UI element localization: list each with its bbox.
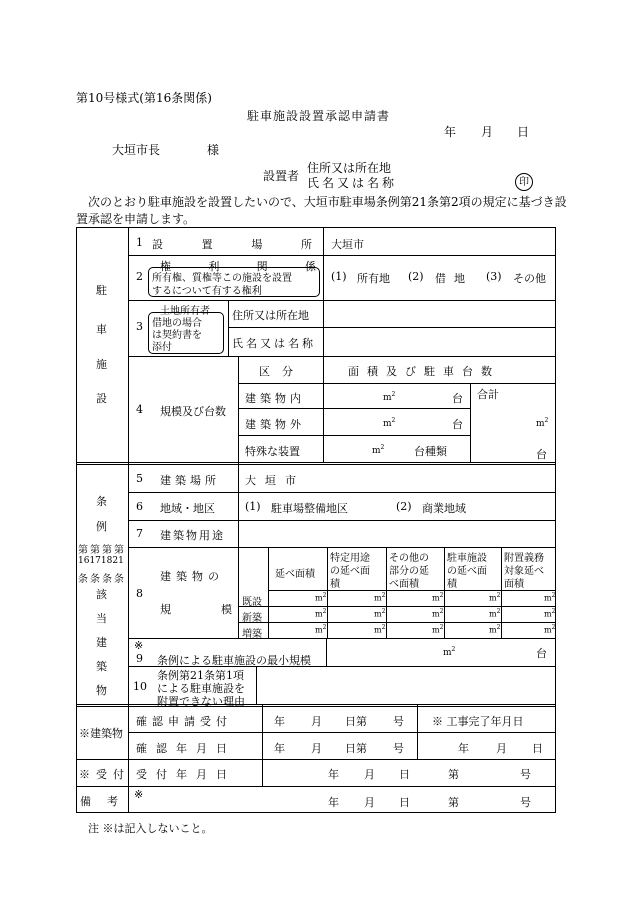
grid-line <box>128 732 556 733</box>
confirm-no: 号 <box>393 742 404 755</box>
confirm-year: 年 <box>274 742 285 755</box>
row6-number: 6 <box>136 500 143 513</box>
grid-line <box>262 705 263 786</box>
grid-line <box>238 383 556 384</box>
row3-label-1: 土地所有者 <box>160 306 210 317</box>
date-year: 年 <box>444 125 457 139</box>
side-label-building-confirmation: ※建築物 <box>79 727 123 740</box>
row6-option-1-label: 駐車場整備地区 <box>271 502 348 515</box>
row6-label: 地域・地区 <box>160 502 215 515</box>
remarks-no: 号 <box>520 796 531 809</box>
row8-unit-1-0: $m^2$ <box>315 608 327 619</box>
row4-total-area-unit: $m^2$ <box>536 417 549 429</box>
receipt-date-dai: 第 <box>448 768 459 781</box>
row2-option-3-label: その他 <box>513 272 546 285</box>
completion-day: 日 <box>532 742 543 755</box>
row10-label-3: 附置できない理由 <box>157 695 245 708</box>
grid-line <box>268 547 269 638</box>
grid-line <box>444 547 445 638</box>
row1-label: 設 置 場 所 <box>152 238 312 251</box>
grid-line <box>327 547 328 638</box>
row4-special-label: 特殊な装置 <box>245 445 300 458</box>
row2-label-bracket-2: するについて有する権利 <box>152 286 262 297</box>
grid-line <box>268 590 556 591</box>
grid-line <box>238 435 470 436</box>
row10-number: 10 <box>133 680 147 693</box>
row10-label-2: による駐車施設を <box>157 682 245 695</box>
row2-label-bracket-1: 所有権、質権等この施設を設置 <box>152 273 292 284</box>
grid-line <box>128 547 556 548</box>
grid-line <box>323 227 324 300</box>
grid-line <box>238 408 470 409</box>
row4-number: 4 <box>136 403 143 416</box>
row10-label-1: 条例第21条第1項 <box>157 669 244 682</box>
row8-existing: 既設 <box>242 597 262 608</box>
honorific: 様 <box>207 143 220 157</box>
remarks-year: 年 <box>328 796 339 809</box>
row4-inside-label: 建築物内 <box>245 392 305 405</box>
row5-value: 大垣市 <box>245 474 305 487</box>
row4-special-unit-count: 台種類 <box>414 445 447 458</box>
seal-mark: 印 <box>515 173 533 191</box>
footer-note: 注 ※は記入しないこと。 <box>88 822 213 835</box>
row3-label-2: 借地の場合 <box>152 318 202 329</box>
row6-option-2-label: 商業地域 <box>422 502 466 515</box>
remarks-day: 日 <box>399 796 410 809</box>
row8-unit-1-1: $m^2$ <box>374 608 386 619</box>
row2-label-top: 権 利 関 係 <box>160 260 316 273</box>
row3-label-3: は契約書を <box>152 330 202 341</box>
row9-unit-area: $m^2$ <box>443 646 456 658</box>
row8-unit-0-2: $m^2$ <box>432 592 444 603</box>
row8-unit-2-0: $m^2$ <box>315 624 327 635</box>
row2-option-2-num: (2) <box>408 270 424 283</box>
receipt-date-day: 日 <box>399 768 410 781</box>
row2-option-1-num: (1) <box>331 270 347 283</box>
confirm-label: 確認年月日 <box>136 742 236 755</box>
row3-name-label: 氏名又は名称 <box>232 337 316 350</box>
row4-outside-label: 建築物外 <box>245 418 305 431</box>
row2-option-3-num: (3) <box>486 270 502 283</box>
row9-number: 9 <box>136 652 143 665</box>
date-month: 月 <box>481 125 494 139</box>
row3-address-label: 住所又は所在地 <box>232 309 309 322</box>
row4-outside-unit-count: 台 <box>452 418 463 431</box>
row8-unit-0-4: $m^2$ <box>544 592 556 603</box>
grid-line <box>228 327 556 328</box>
row4-col-category: 区分 <box>259 365 305 378</box>
row7-number: 7 <box>136 527 143 540</box>
receipt-date-month: 月 <box>364 768 375 781</box>
grid-line <box>128 520 556 521</box>
row4-outside-unit-area: $m^2$ <box>383 417 396 429</box>
row6-option-1-num: (1) <box>245 500 261 513</box>
row4-label: 規模及び台数 <box>160 405 226 418</box>
row8-unit-2-2: $m^2$ <box>432 624 444 635</box>
row1-number: 1 <box>136 236 143 249</box>
intro-line-2: 置承認を申請します。 <box>76 212 196 226</box>
row8-label-1: 建築物の <box>160 570 224 583</box>
row4-total-count-unit: 台 <box>536 448 547 461</box>
grid-line <box>128 300 556 301</box>
grid-line <box>128 492 556 493</box>
row4-col-area: 面積及び駐車台数 <box>348 365 500 378</box>
row8-unit-1-3: $m^2$ <box>489 608 501 619</box>
remarks-month: 月 <box>364 796 375 809</box>
remarks-mark: ※ <box>134 788 144 801</box>
grid-line <box>386 547 387 638</box>
row4-inside-unit-count: 台 <box>452 392 463 405</box>
grid-line <box>323 300 324 356</box>
receipt-date-no: 号 <box>520 768 531 781</box>
grid-line <box>228 300 229 356</box>
grid-line <box>128 227 129 705</box>
grid-line <box>238 356 239 463</box>
grid-line <box>256 666 257 705</box>
grid-line <box>238 622 556 623</box>
grid-line <box>76 786 556 787</box>
side-label-remarks: 備考 <box>80 795 134 808</box>
row9-unit-count: 台 <box>536 647 547 660</box>
row8-label-2: 規 模 <box>160 603 232 616</box>
addressee: 大垣市長 <box>112 143 161 157</box>
row9-mark: ※ <box>134 639 144 652</box>
receipt-date-label: 受付年月日 <box>136 768 236 781</box>
row6-option-2-num: (2) <box>396 500 412 513</box>
row8-col-total-area: 延べ面積 <box>275 569 315 580</box>
applicant-name-label: 氏名又は名称 <box>307 176 398 190</box>
row5-label: 建築場所 <box>160 474 220 487</box>
completion-month: 月 <box>496 742 507 755</box>
intro-line-1: 次のとおり駐車施設を設置したいので、大垣市駐車場条例第21条第2項の規定に基づき設 <box>88 195 567 209</box>
receipt-month: 月 <box>311 715 322 728</box>
grid-line <box>326 638 327 666</box>
grid-line <box>76 759 556 760</box>
receipt-label: 確認申請受付 <box>136 715 232 728</box>
row8-new: 新築 <box>242 613 262 624</box>
row4-special-unit-area: $m^2$ <box>372 444 385 456</box>
row8-extension: 増築 <box>242 629 262 640</box>
row8-unit-1-2: $m^2$ <box>432 608 444 619</box>
confirm-month: 月 <box>311 742 322 755</box>
applicant-address-label: 住所又は所在地 <box>307 161 392 175</box>
row5-number: 5 <box>136 472 143 485</box>
row8-unit-0-3: $m^2$ <box>489 592 501 603</box>
row8-unit-0-0: $m^2$ <box>315 592 327 603</box>
row4-inside-unit-area: $m^2$ <box>383 391 396 403</box>
grid-line <box>417 705 418 759</box>
grid-line <box>238 547 239 638</box>
section-divider <box>76 462 556 465</box>
grid-line <box>238 462 239 548</box>
grid-line <box>323 356 324 463</box>
grid-line <box>128 638 556 639</box>
row9-label: 条例による駐車施設の最小規模 <box>157 654 311 667</box>
row2-option-1-label: 所有地 <box>357 272 390 285</box>
row8-unit-2-3: $m^2$ <box>489 624 501 635</box>
row3-label-4: 添付 <box>152 342 172 353</box>
remarks-dai: 第 <box>448 796 459 809</box>
row8-unit-2-1: $m^2$ <box>374 624 386 635</box>
applicant-label: 設置者 <box>263 169 300 183</box>
side-label-receipt: ※受付 <box>79 768 130 781</box>
row2-number: 2 <box>136 270 143 283</box>
receipt-day-no: 日第 <box>345 715 367 728</box>
section-divider <box>76 704 556 707</box>
row8-number: 8 <box>136 587 143 600</box>
grid-line <box>238 606 556 607</box>
row8-unit-0-1: $m^2$ <box>374 592 386 603</box>
row2-option-2-label: 借地 <box>435 272 473 285</box>
receipt-date-year: 年 <box>328 768 339 781</box>
document-title: 駐車施設設置承認申請書 <box>247 109 391 123</box>
row7-label: 建築物用途 <box>160 529 225 542</box>
row8-unit-1-4: $m^2$ <box>544 608 556 619</box>
grid-line <box>128 356 556 357</box>
receipt-no: 号 <box>393 715 404 728</box>
confirm-day-no: 日第 <box>345 742 367 755</box>
row8-unit-2-4: $m^2$ <box>544 624 556 635</box>
form-number: 第10号様式(第16条関係) <box>76 91 212 105</box>
grid-line <box>128 255 556 256</box>
completion-date-label: ※ 工事完了年月日 <box>432 715 524 728</box>
receipt-year: 年 <box>274 715 285 728</box>
completion-year: 年 <box>458 742 469 755</box>
row3-number: 3 <box>136 320 143 333</box>
grid-line <box>501 547 502 638</box>
row1-value: 大垣市 <box>331 238 364 251</box>
row4-total-label: 合計 <box>477 388 499 401</box>
grid-line <box>470 383 471 463</box>
date-day: 日 <box>517 125 530 139</box>
